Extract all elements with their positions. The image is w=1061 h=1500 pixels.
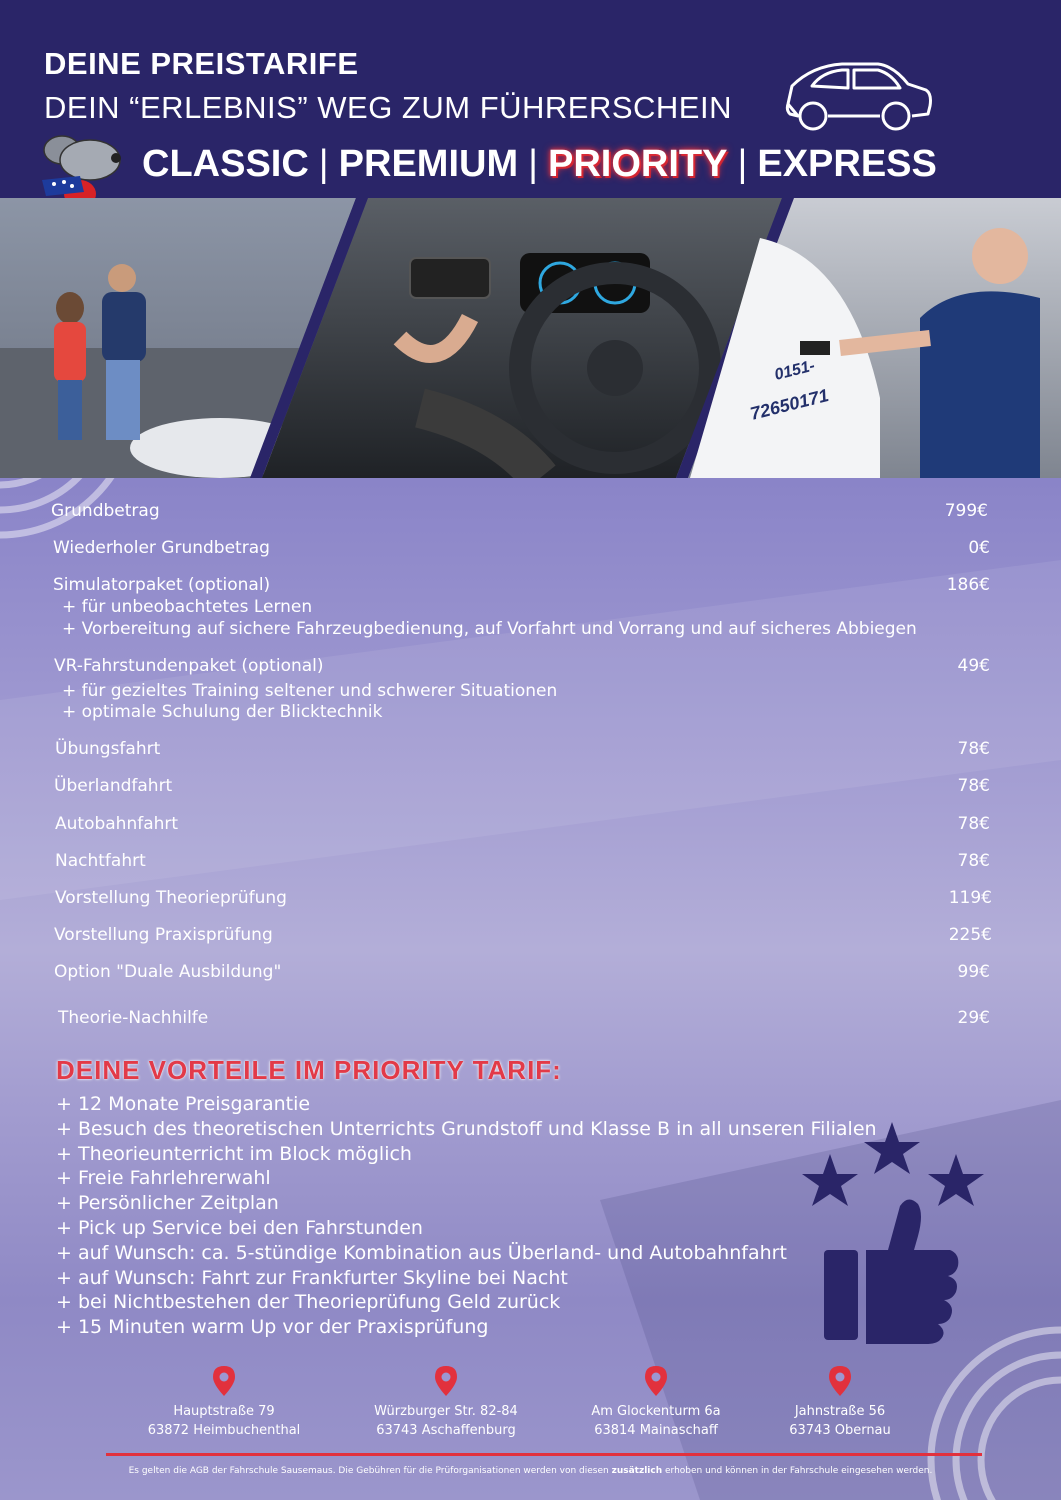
price-label-nachhilfe: Theorie-Nachhilfe [58, 1008, 209, 1028]
price-value-uebungsfahrt: 78€ [957, 739, 990, 759]
location-mainaschaff [571, 1366, 741, 1440]
price-value-duale-ausbildung: 99€ [957, 962, 990, 982]
price-label-nachtfahrt: Nachtfahrt [55, 851, 146, 871]
benefit-item: + Freie Fahrlehrerwahl [56, 1167, 271, 1190]
page-title: DEINE PREISTARIFE [44, 46, 359, 81]
price-label-ueberlandfahrt: Überlandfahrt [54, 776, 173, 796]
benefit-item: + 12 Monate Preisgarantie [56, 1093, 311, 1115]
tarif-priority: PRIORITY [548, 143, 728, 185]
price-label-uebungsfahrt: Übungsfahrt [55, 739, 161, 759]
map-pin-icon [213, 1366, 235, 1396]
simulator-detail: + für unbeobachtetes Lernen [62, 597, 313, 617]
footer-note [0, 1466, 1061, 1476]
benefit-item: + auf Wunsch: ca. 5-stündige Kombination aus Überland- und Autobahnfahrt [56, 1241, 787, 1264]
simulator-detail: + Vorbereitung auf sichere Fahrzeugbedienung, auf Vorfahrt und Vorrang und auf sicheres Abbiegen [62, 619, 917, 639]
price-value-nachtfahrt: 78€ [957, 851, 990, 871]
benefit-item: + 15 Minuten warm Up vor der Praxisprüfung [56, 1316, 489, 1339]
tarif-separator: | [737, 143, 748, 185]
price-label-autobahnfahrt: Autobahnfahrt [55, 814, 179, 834]
tarif-classic: CLASSIC [142, 143, 309, 185]
map-pin-icon [435, 1366, 457, 1396]
price-value-praxispruefung: 225€ [948, 925, 992, 945]
price-label-theoriepruefung: Vorstellung Theorieprüfung [55, 888, 287, 908]
benefits-list [56, 1092, 877, 1340]
vr-detail: + optimale Schulung der Blicktechnik [62, 702, 383, 722]
footer-text: erhoben und können in der Fahrschule eingesehen werden. [662, 1466, 933, 1476]
price-value-theoriepruefung: 119€ [948, 888, 992, 908]
benefit-item: + Besuch des theoretischen Unterrichts Grundstoff und Klasse B in all unseren Filialen [56, 1117, 877, 1140]
price-value-vr: 49€ [957, 656, 990, 676]
thumbs-up-stars-icon [800, 1120, 990, 1360]
price-value-simulator: 186€ [946, 575, 990, 595]
location-city: 63743 Obernau [789, 1423, 891, 1438]
price-value-nachhilfe: 29€ [957, 1008, 990, 1028]
price-value-ueberlandfahrt: 78€ [957, 776, 990, 796]
footer-text: Es gelten die AGB der Fahrschule Sausemaus. Die Gebühren für die Prüforganisationen werden von diesen [128, 1466, 612, 1476]
location-street: Hauptstraße 79 [173, 1404, 275, 1419]
benefit-item: + Persönlicher Zeitplan [56, 1192, 279, 1215]
page-subtitle: DEIN “ERLEBNIS” WEG ZUM FÜHRERSCHEIN [44, 90, 732, 125]
tarif-separator: | [318, 143, 329, 185]
location-aschaffenburg [361, 1366, 531, 1440]
location-city: 63743 Aschaffenburg [376, 1423, 516, 1438]
price-label-grundbetrag: Grundbetrag [51, 501, 160, 521]
price-label-praxispruefung: Vorstellung Praxisprüfung [54, 925, 273, 945]
location-city: 63814 Mainaschaff [594, 1423, 718, 1438]
map-pin-icon [829, 1366, 851, 1396]
tarif-express: EXPRESS [757, 143, 937, 185]
price-label-simulator: Simulatorpaket (optional) [53, 575, 271, 595]
price-label-duale-ausbildung: Option "Duale Ausbildung" [54, 962, 282, 982]
vr-detail: + für gezieltes Training seltener und schwerer Situationen [62, 681, 558, 701]
price-label-wiederholer: Wiederholer Grundbetrag [53, 538, 270, 558]
footer-bold: zusätzlich [611, 1466, 663, 1476]
price-value-autobahnfahrt: 78€ [957, 814, 990, 834]
price-label-vr: VR-Fahrstundenpaket (optional) [54, 656, 324, 676]
benefit-item: + bei Nichtbestehen der Theorieprüfung Geld zurück [56, 1291, 561, 1314]
price-value-wiederholer: 0€ [968, 538, 990, 558]
phone-text-1: 0151- [772, 357, 817, 384]
location-city: 63872 Heimbuchenthal [147, 1423, 301, 1438]
photo-strip [0, 198, 1061, 478]
location-street: Würzburger Str. 82-84 [374, 1404, 518, 1419]
tarif-separator: | [528, 143, 538, 185]
benefit-item: + Pick up Service bei den Fahrstunden [56, 1216, 423, 1239]
tarif-names [142, 143, 937, 186]
location-obernau [755, 1366, 925, 1440]
phone-text-2: 72650171 [748, 385, 831, 424]
location-street: Am Glockenturm 6a [591, 1404, 721, 1419]
benefit-item: + auf Wunsch: Fahrt zur Frankfurter Skyline bei Nacht [56, 1266, 568, 1289]
footer-divider [106, 1453, 982, 1456]
car-icon [782, 56, 934, 136]
price-value-grundbetrag: 799€ [944, 501, 988, 521]
map-pin-icon [645, 1366, 667, 1396]
vorteile-title: DEINE VORTEILE IM PRIORITY TARIF: [56, 1055, 562, 1085]
location-street: Jahnstraße 56 [794, 1404, 886, 1419]
tarif-premium: PREMIUM [338, 143, 519, 185]
location-heimbuchenthal [139, 1366, 309, 1440]
benefit-item: + Theorieunterricht im Block möglich [56, 1142, 412, 1165]
